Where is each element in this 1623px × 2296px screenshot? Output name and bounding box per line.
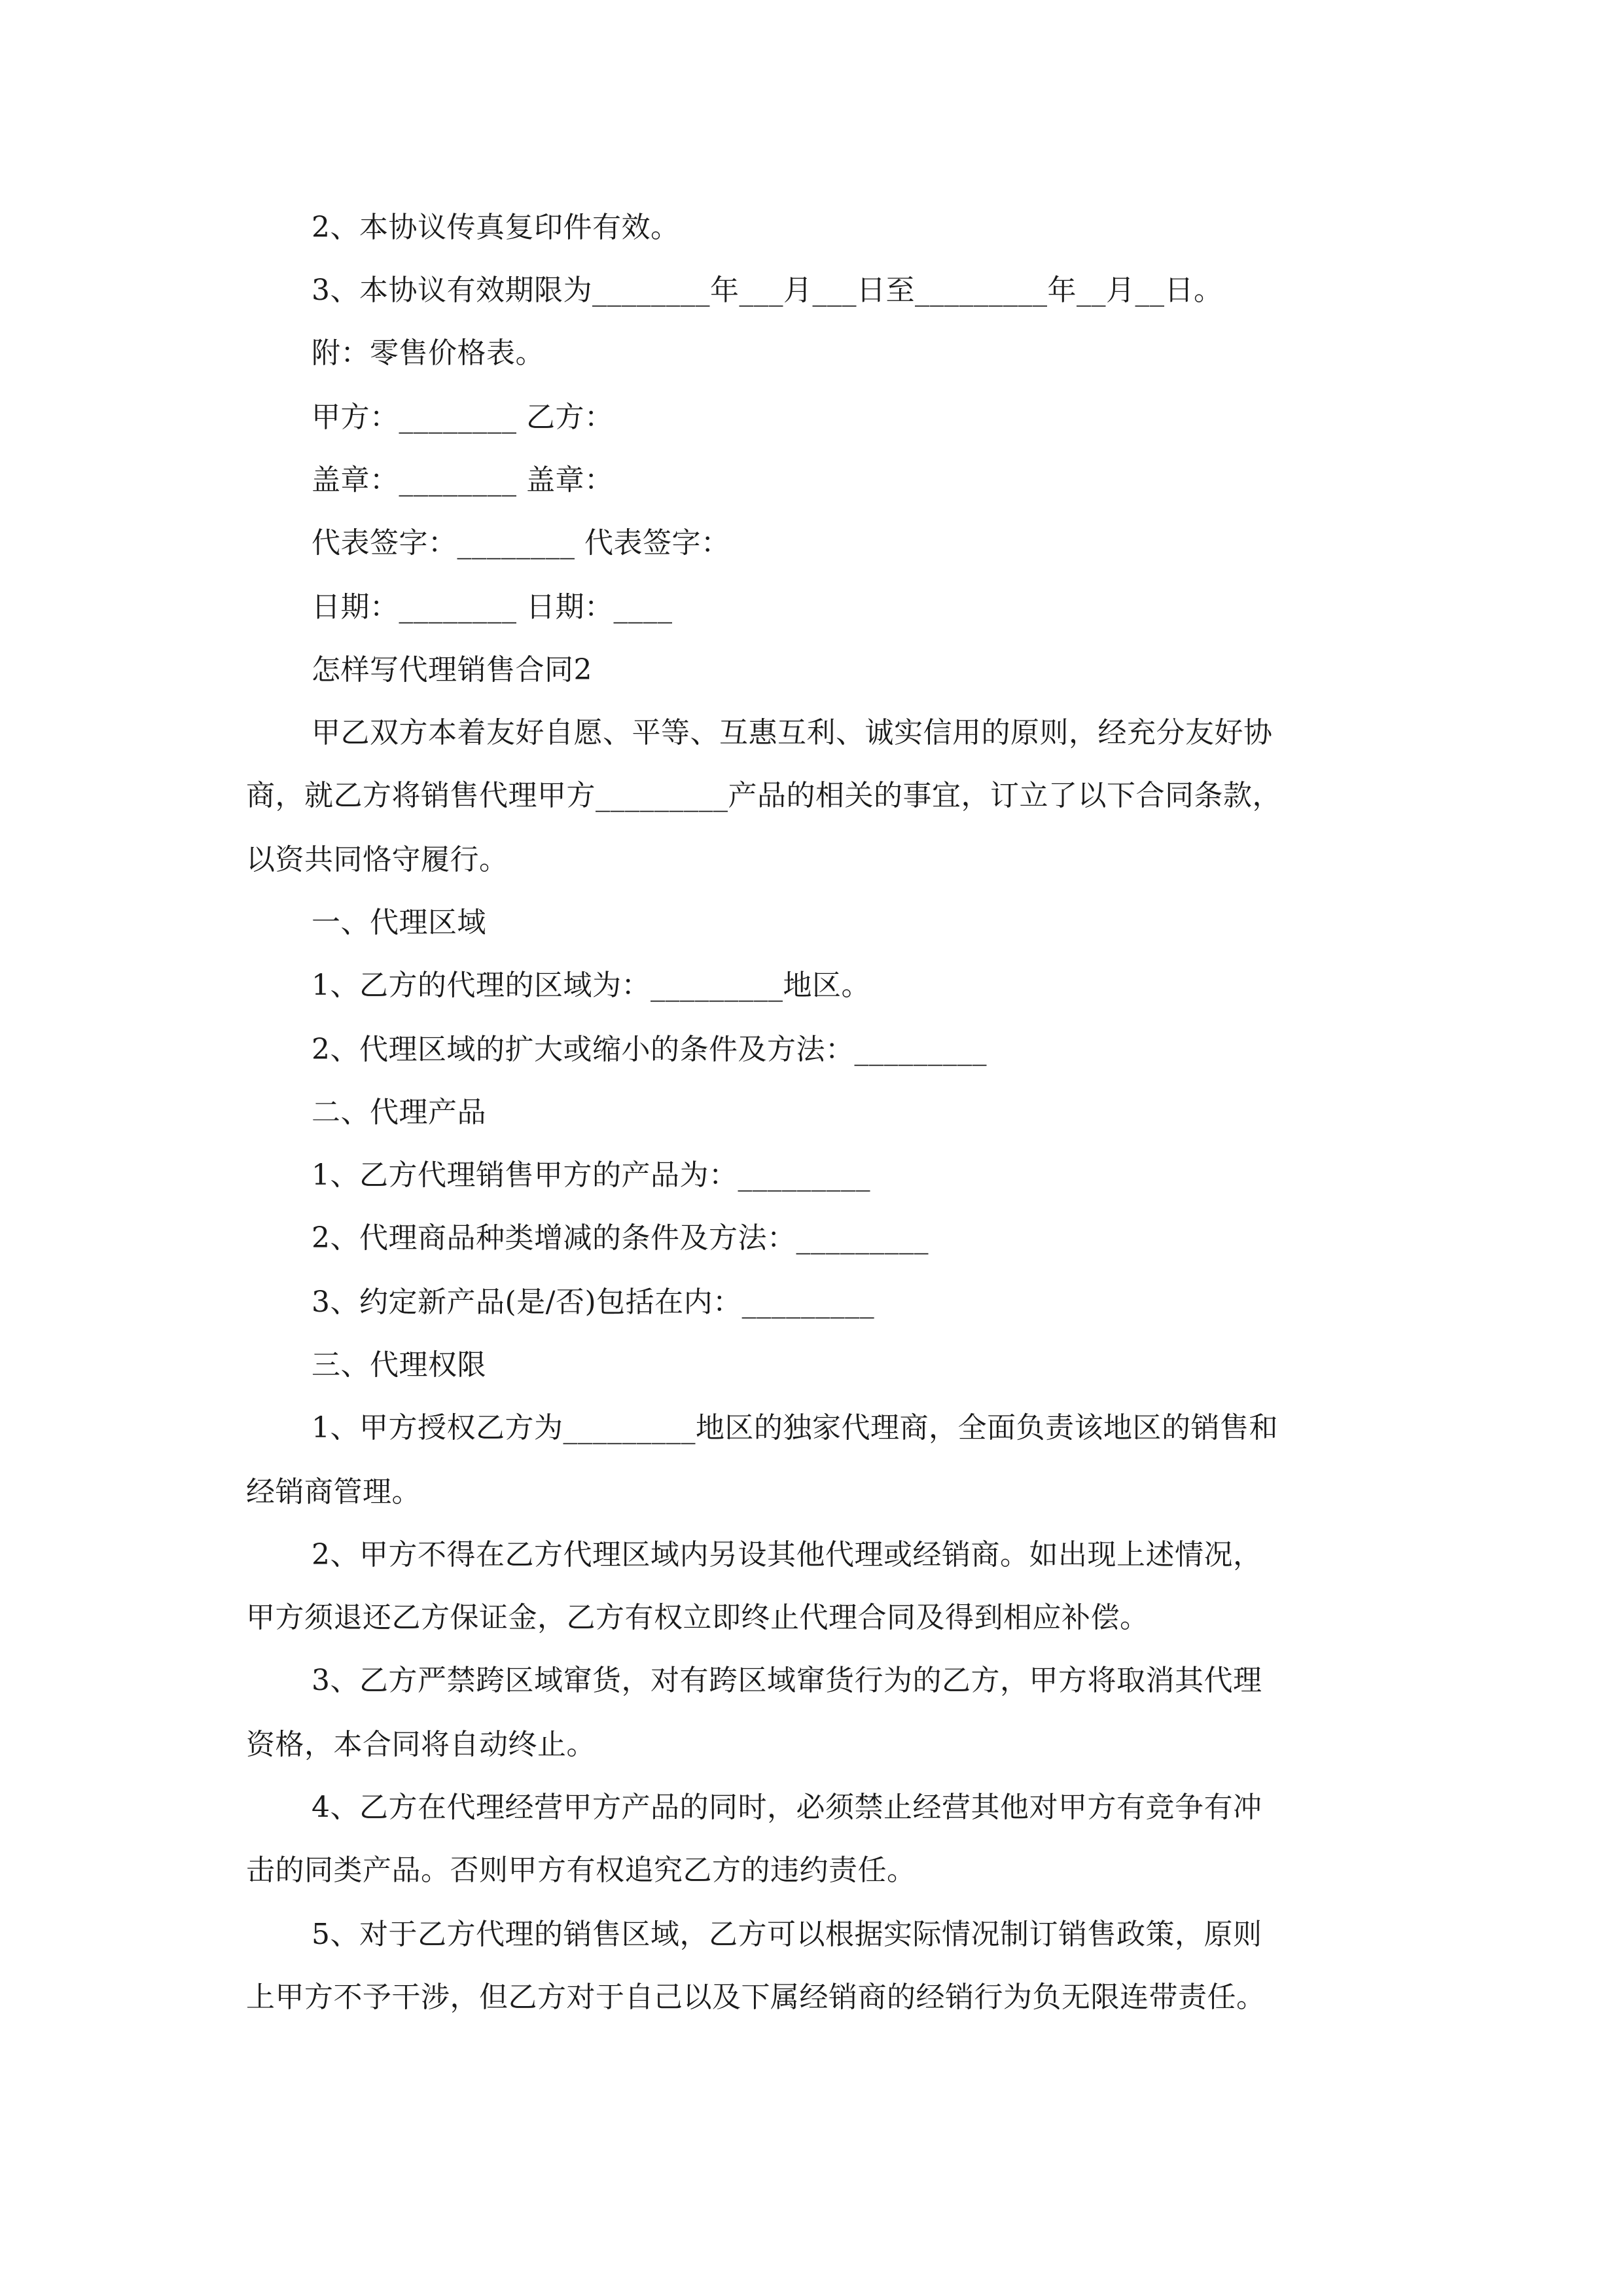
signature-date-line: 日期：________ 日期：____ (312, 590, 673, 624)
clause-line: 5、对于乙方代理的销售区域，乙方可以根据实际情况制订销售政策，原则 (312, 1918, 1262, 1951)
clause-line: 3、乙方严禁跨区域窜货，对有跨区域窜货行为的乙方，甲方将取消其代理 (312, 1664, 1262, 1697)
clause-fax-copy: 2、本协议传真复印件有效。 (312, 211, 680, 244)
clause-line: 资格，本合同将自动终止。 (246, 1728, 596, 1761)
paragraph-line: 商，就乙方将销售代理甲方_________产品的相关的事宜，订立了以下合同条款， (246, 779, 1281, 812)
clause-line: 1、乙方代理销售甲方的产品为：_________ (312, 1158, 870, 1192)
signature-seal-line: 盖章：________ 盖章： (312, 463, 614, 497)
clause-line: 2、代理商品种类增减的条件及方法：_________ (312, 1221, 929, 1255)
clause-line: 2、代理区域的扩大或缩小的条件及方法：_________ (312, 1033, 987, 1066)
clause-line: 2、甲方不得在乙方代理区域内另设其他代理或经销商。如出现上述情况， (312, 1538, 1262, 1571)
paragraph-line: 甲乙双方本着友好自愿、平等、互惠互利、诚实信用的原则，经充分友好协 (312, 716, 1273, 749)
clause-line: 4、乙方在代理经营甲方产品的同时，必须禁止经营其他对甲方有竞争有冲 (312, 1791, 1262, 1824)
signature-representative-line: 代表签字：________ 代表签字： (312, 526, 730, 560)
section-heading: 三、代理权限 (312, 1348, 486, 1382)
section-title: 怎样写代理销售合同2 (312, 653, 592, 687)
clause-line: 上甲方不予干涉，但乙方对于自己以及下属经销商的经销行为负无限连带责任。 (246, 1981, 1266, 2014)
section-heading: 二、代理产品 (312, 1096, 486, 1129)
clause-line: 经销商管理。 (246, 1475, 421, 1509)
section-heading: 一、代理区域 (312, 906, 486, 939)
clause-line: 1、乙方的代理的区域为：_________地区。 (312, 969, 870, 1002)
clause-line: 甲方须退还乙方保证金，乙方有权立即终止代理合同及得到相应补偿。 (246, 1601, 1149, 1634)
clause-line: 击的同类产品。否则甲方有权追究乙方的违约责任。 (246, 1854, 916, 1887)
paragraph-line: 以资共同恪守履行。 (246, 843, 508, 876)
attachment-note: 附：零售价格表。 (312, 336, 544, 370)
signature-party-line: 甲方：________ 乙方： (312, 401, 614, 434)
clause-validity-period: 3、本协议有效期限为________年___月___日至_________年__月__日。 (312, 274, 1223, 307)
clause-line: 3、约定新产品(是/否)包括在内：_________ (312, 1285, 875, 1319)
clause-line: 1、甲方授权乙方为_________地区的独家代理商，全面负责该地区的销售和 (312, 1411, 1278, 1444)
